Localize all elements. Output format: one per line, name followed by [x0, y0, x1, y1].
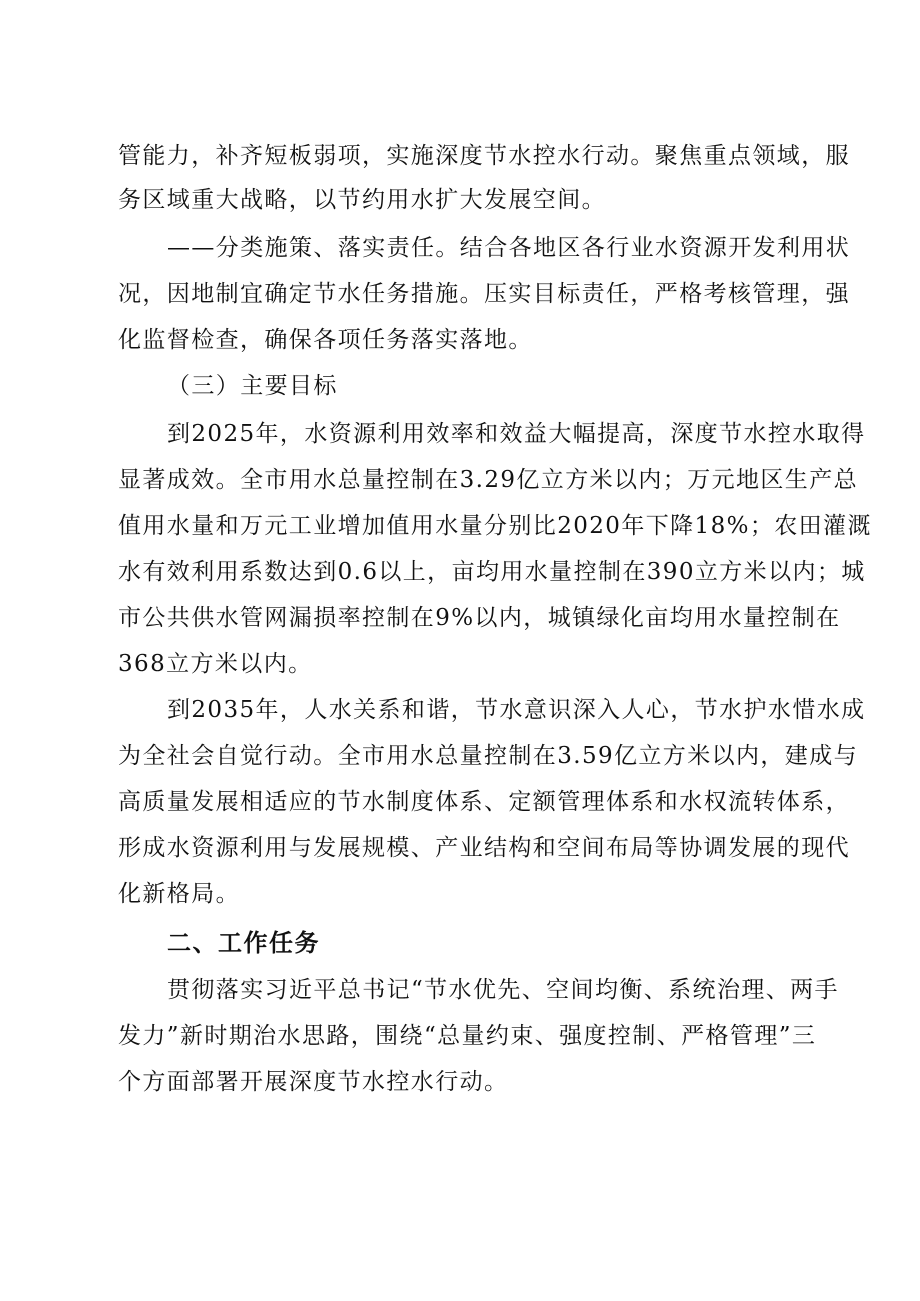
paragraph-line: 显著成效。全市用水总量控制在3.29亿立方米以内；万元地区生产总: [118, 467, 859, 493]
paragraph-line: 化新格局。: [118, 881, 240, 907]
paragraph-line: 贯彻落实习近平总书记“节水优先、空间均衡、系统治理、两手: [167, 977, 839, 1003]
paragraph-line: 为全社会自觉行动。全市用水总量控制在3.59亿立方米以内，建成与: [118, 743, 859, 769]
paragraph-line: 况，因地制宜确定节水任务措施。压实目标责任，严格考核管理，强: [118, 281, 850, 307]
paragraph-line: ——分类施策、落实责任。结合各地区各行业水资源开发利用状: [167, 235, 851, 261]
paragraph-line: 形成水资源利用与发展规模、产业结构和空间布局等协调发展的现代: [118, 835, 850, 861]
paragraph-line: 个方面部署开展深度节水控水行动。: [118, 1069, 509, 1095]
paragraph-line: 务区域重大战略，以节约用水扩大发展空间。: [118, 187, 606, 213]
paragraph-line: 值用水量和万元工业增加值用水量分别比2020年下降18%；农田灌溉: [118, 513, 872, 539]
paragraph-line: 市公共供水管网漏损率控制在9%以内，城镇绿化亩均用水量控制在: [118, 605, 841, 631]
paragraph-line: 到2025年，水资源利用效率和效益大幅提高，深度节水控水取得: [167, 421, 866, 447]
paragraph-line: 水有效利用系数达到0.6以上，亩均用水量控制在390立方米以内；城: [118, 559, 866, 585]
paragraph-line: 管能力，补齐短板弱项，实施深度节水控水行动。聚焦重点领域，服: [118, 143, 850, 169]
paragraph-line: 化监督检查，确保各项任务落实落地。: [118, 327, 533, 353]
subsection-heading: （三）主要目标: [167, 373, 338, 399]
section-heading: 二、工作任务: [167, 929, 320, 957]
paragraph-line: 368立方米以内。: [118, 651, 313, 677]
paragraph-line: 发力”新时期治水思路，围绕“总量约束、强度控制、严格管理”三: [118, 1023, 817, 1049]
paragraph-line: 高质量发展相适应的节水制度体系、定额管理体系和水权流转体系，: [118, 789, 850, 815]
paragraph-line: 到2035年，人水关系和谐，节水意识深入人心，节水护水惜水成: [167, 697, 866, 723]
